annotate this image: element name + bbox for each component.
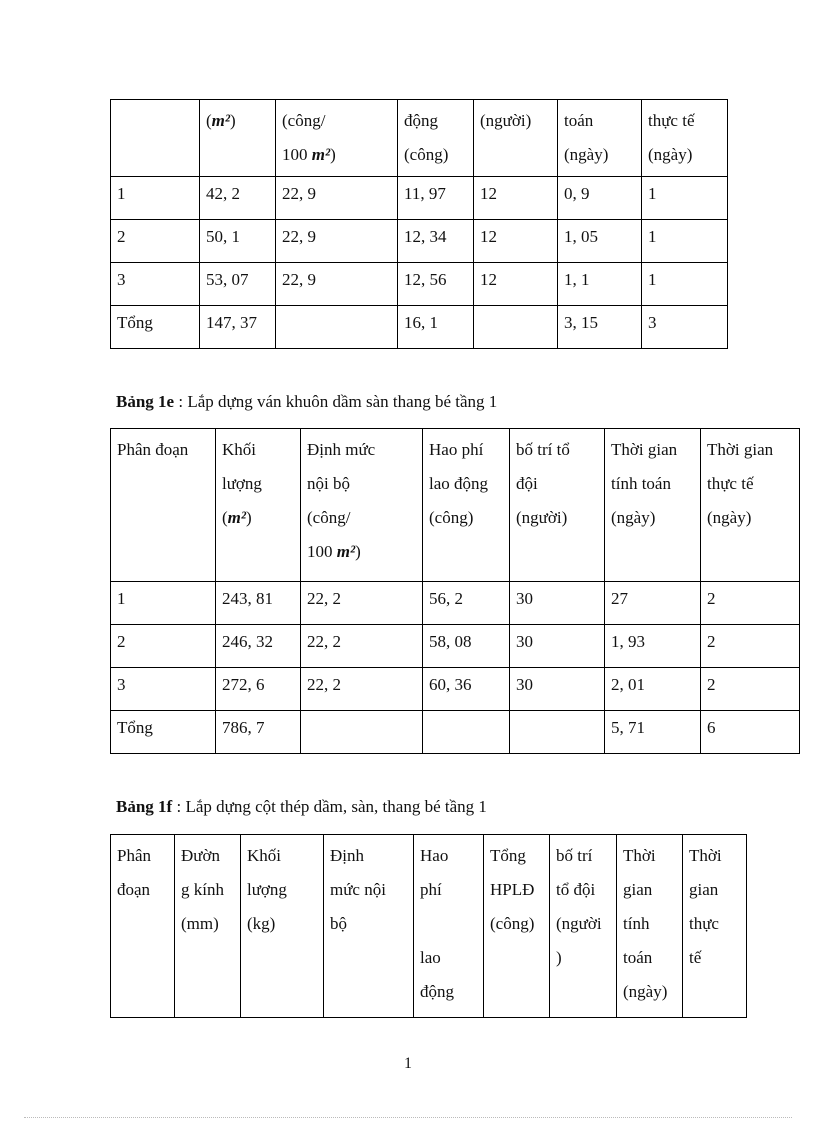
cell-line: Thời gian <box>707 440 774 459</box>
table-cell: 12, 34 <box>398 220 474 263</box>
cell-line: (công) <box>429 508 474 527</box>
cell-line: tính toán <box>611 474 671 493</box>
cell-line: Đườn <box>181 846 220 865</box>
table-cell <box>510 711 605 754</box>
header-cell <box>111 100 200 177</box>
cell-line: Thời gian <box>611 440 678 459</box>
table-cell: 147, 37 <box>200 306 276 349</box>
table-cell: Tổng <box>111 306 200 349</box>
table-cell: 11, 97 <box>398 177 474 220</box>
table-cell: 22, 9 <box>276 220 398 263</box>
cell-line: HPLĐ <box>490 880 535 899</box>
cell-line: tính <box>623 914 650 933</box>
header-cell <box>175 835 241 1018</box>
table-3-caption-text: : Lắp dựng cột thép dầm, sàn, thang bé tầng 1 <box>172 797 487 816</box>
table-cell: 60, 36 <box>423 668 510 711</box>
table-cell: 58, 08 <box>423 625 510 668</box>
cell-line: Hao phí <box>429 440 484 459</box>
cell-line: g kính <box>181 880 224 899</box>
table-3-body <box>111 835 747 1018</box>
table-cell: 2 <box>701 625 800 668</box>
header-cell <box>605 429 701 582</box>
cell-line: (ngày) <box>648 145 693 164</box>
table-cell: 3 <box>642 306 728 349</box>
cell-line: lao <box>420 948 441 967</box>
table-cell: 42, 2 <box>200 177 276 220</box>
table-cell: 1, 1 <box>558 263 642 306</box>
cell-line: Phân <box>117 846 151 865</box>
cell-line: (ngày) <box>611 508 656 527</box>
table-3-caption-label: Bảng 1f <box>116 797 173 816</box>
header-cell <box>111 835 175 1018</box>
cell-line: Tổng <box>490 846 526 865</box>
cell-line: Định <box>330 846 364 865</box>
cell-line: tổ đội <box>556 880 596 899</box>
header-cell <box>617 835 683 1018</box>
table-cell <box>423 711 510 754</box>
table-row <box>111 177 728 220</box>
table-cell: Tổng <box>111 711 216 754</box>
header-cell <box>423 429 510 582</box>
table-cell: 30 <box>510 625 605 668</box>
table-cell: 2 <box>701 582 800 625</box>
cell-line: Khối <box>222 440 256 459</box>
table-header-row <box>111 429 800 582</box>
cell-line: (người) <box>516 508 568 527</box>
table-2-caption <box>116 392 497 412</box>
header-cell <box>276 100 398 177</box>
header-cell <box>484 835 550 1018</box>
table-2-caption-label: Bảng 1e <box>116 392 175 411</box>
table-row <box>111 220 728 263</box>
cell-line: Phân đoạn <box>117 440 189 459</box>
cell-line: Hao <box>420 846 449 865</box>
cell-line: lượng <box>247 880 287 899</box>
table-row <box>111 711 800 754</box>
table-cell: 2 <box>701 668 800 711</box>
table-1 <box>110 99 728 349</box>
table-cell: 3 <box>111 263 200 306</box>
table-cell: 27 <box>605 582 701 625</box>
table-cell: 16, 1 <box>398 306 474 349</box>
table-2-caption-text: : Lắp dựng ván khuôn dầm sàn thang bé tầng 1 <box>174 392 498 411</box>
unit-square-meter: m² <box>311 145 331 164</box>
table-cell: 1 <box>111 177 200 220</box>
table-cell: 50, 1 <box>200 220 276 263</box>
cell-line: động <box>420 982 454 1001</box>
cell-line <box>420 907 477 941</box>
table-cell: 246, 32 <box>216 625 301 668</box>
cell-line: Thời <box>689 846 722 865</box>
header-cell <box>510 429 605 582</box>
table-row <box>111 306 728 349</box>
cell-line: động <box>404 111 438 130</box>
header-cell <box>701 429 800 582</box>
table-2-body <box>111 429 800 754</box>
table-cell: 12, 56 <box>398 263 474 306</box>
header-cell <box>111 429 216 582</box>
table-cell: 272, 6 <box>216 668 301 711</box>
table-cell: 3, 15 <box>558 306 642 349</box>
header-cell <box>558 100 642 177</box>
table-header-row <box>111 835 747 1018</box>
table-cell: 30 <box>510 668 605 711</box>
header-cell <box>398 100 474 177</box>
table-cell: 2, 01 <box>605 668 701 711</box>
table-cell: 12 <box>474 220 558 263</box>
unit-square-meter: m² <box>227 508 246 527</box>
header-cell <box>683 835 747 1018</box>
table-cell: 22, 9 <box>276 263 398 306</box>
table-3-caption <box>116 797 487 817</box>
cell-line: mức nội <box>330 880 386 899</box>
cell-line: (người) <box>480 111 532 130</box>
cell-line: 100 m²) <box>282 145 336 164</box>
cell-line: (kg) <box>247 914 276 933</box>
header-cell <box>241 835 324 1018</box>
table-cell: 12 <box>474 177 558 220</box>
table-cell: 22, 2 <box>301 582 423 625</box>
page-bottom-divider <box>24 1117 792 1118</box>
table-row <box>111 582 800 625</box>
table-cell: 786, 7 <box>216 711 301 754</box>
cell-line: phí <box>420 880 442 899</box>
header-cell <box>200 100 276 177</box>
cell-line: 100 m²) <box>307 542 361 561</box>
table-cell: 22, 9 <box>276 177 398 220</box>
table-cell: 22, 2 <box>301 625 423 668</box>
header-cell <box>216 429 301 582</box>
cell-line: thực tế <box>648 111 695 130</box>
table-cell: 2 <box>111 625 216 668</box>
header-cell <box>550 835 617 1018</box>
table-cell <box>301 711 423 754</box>
cell-line: toán <box>623 948 653 967</box>
cell-line: Định mức <box>307 440 376 459</box>
table-1-body <box>111 100 728 349</box>
cell-line: đội <box>516 474 538 493</box>
cell-line: (công/ <box>307 508 351 527</box>
table-cell: 0, 9 <box>558 177 642 220</box>
page-number: 1 <box>404 1055 412 1072</box>
table-3 <box>110 834 747 1018</box>
cell-line: (m²) <box>222 508 252 527</box>
table-cell: 53, 07 <box>200 263 276 306</box>
cell-line: đoạn <box>117 880 151 899</box>
header-cell <box>324 835 414 1018</box>
table-header-row <box>111 100 728 177</box>
table-cell: 243, 81 <box>216 582 301 625</box>
cell-line: bộ <box>330 914 347 933</box>
table-cell: 1 <box>642 177 728 220</box>
table-cell: 2 <box>111 220 200 263</box>
cell-line: thực tế <box>707 474 754 493</box>
cell-line: (ngày) <box>564 145 609 164</box>
cell-line: Khối <box>247 846 281 865</box>
cell-line: thực <box>689 914 719 933</box>
table-cell: 1, 93 <box>605 625 701 668</box>
table-cell: 1 <box>111 582 216 625</box>
cell-line: (ngày) <box>707 508 752 527</box>
cell-line: (công/ <box>282 111 326 130</box>
table-cell: 1 <box>642 263 728 306</box>
table-cell: 22, 2 <box>301 668 423 711</box>
table-cell: 12 <box>474 263 558 306</box>
cell-line: (người <box>556 914 602 933</box>
cell-line: gian <box>689 880 719 899</box>
table-cell: 56, 2 <box>423 582 510 625</box>
table-cell: 1, 05 <box>558 220 642 263</box>
cell-line: lượng <box>222 474 262 493</box>
cell-line: ) <box>556 948 562 967</box>
cell-line: gian <box>623 880 653 899</box>
table-cell: 6 <box>701 711 800 754</box>
header-cell <box>474 100 558 177</box>
header-cell <box>642 100 728 177</box>
table-2 <box>110 428 800 754</box>
table-cell: 3 <box>111 668 216 711</box>
cell-line <box>117 104 193 138</box>
cell-line: Thời <box>623 846 656 865</box>
cell-line: (m²) <box>206 111 236 130</box>
cell-line: (ngày) <box>623 982 668 1001</box>
cell-line: bố trí tổ <box>516 440 570 459</box>
unit-square-meter: m² <box>211 111 230 130</box>
cell-line: (mm) <box>181 914 219 933</box>
cell-line: (công) <box>404 145 449 164</box>
table-row <box>111 263 728 306</box>
cell-line: bố trí <box>556 846 593 865</box>
table-cell <box>474 306 558 349</box>
header-cell <box>301 429 423 582</box>
table-cell: 5, 71 <box>605 711 701 754</box>
cell-line: toán <box>564 111 594 130</box>
header-cell <box>414 835 484 1018</box>
table-row <box>111 668 800 711</box>
cell-line: lao động <box>429 474 489 493</box>
unit-square-meter: m² <box>336 542 356 561</box>
table-row <box>111 625 800 668</box>
cell-line: nội bộ <box>307 474 350 493</box>
table-cell: 1 <box>642 220 728 263</box>
cell-line: (công) <box>490 914 535 933</box>
cell-line: tế <box>689 948 702 967</box>
table-cell: 30 <box>510 582 605 625</box>
table-cell <box>276 306 398 349</box>
